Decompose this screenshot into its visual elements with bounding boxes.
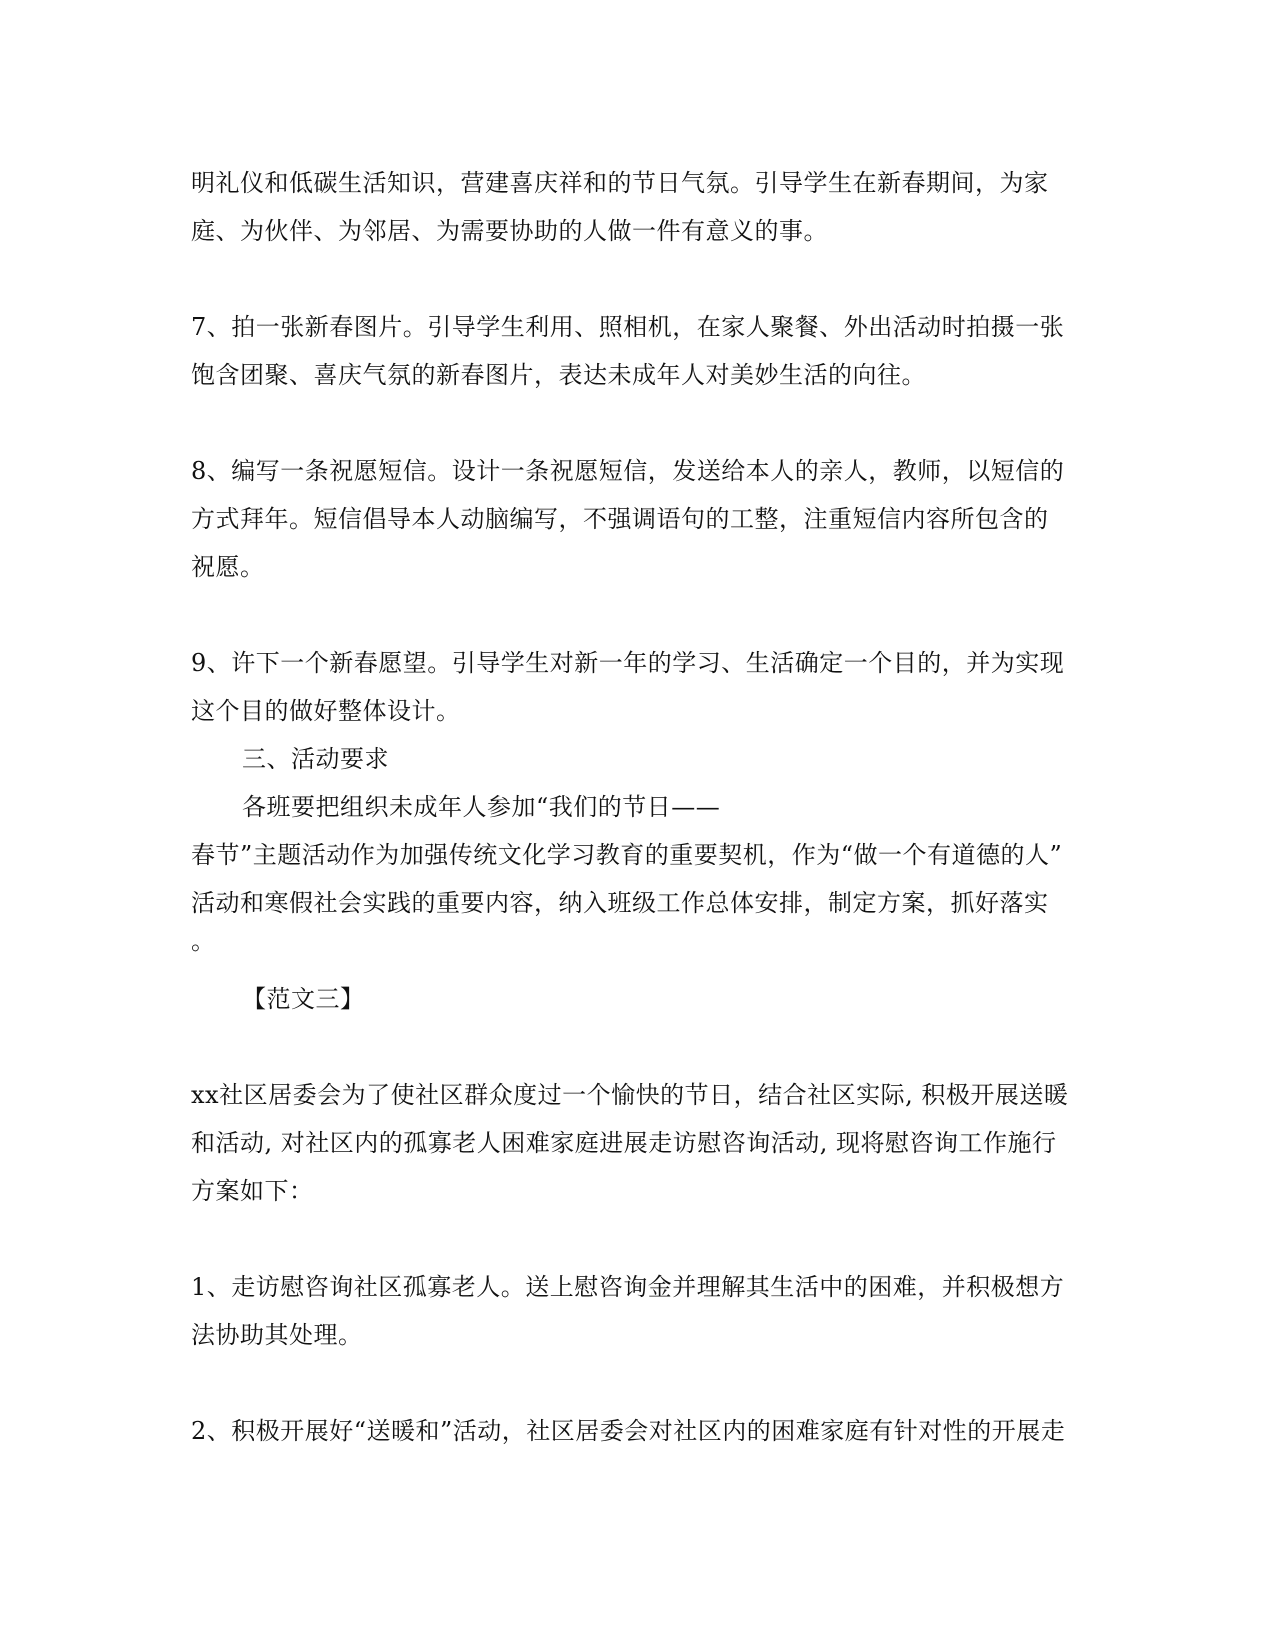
section-heading: 三、活动要求 [242, 745, 389, 773]
paragraph-line: 方式拜年。短信倡导本人动脑编写，不强调语句的工整，注重短信内容所包含的 [191, 505, 1049, 533]
paragraph-line: 8、编写一条祝愿短信。设计一条祝愿短信，发送给本人的亲人，教师，以短信的 [191, 457, 1065, 485]
paragraph-line: 春节”主题活动作为加强传统文化学习教育的重要契机，作为“做一个有道德的人” [191, 841, 1063, 869]
paragraph-line: 庭、为伙伴、为邻居、为需要协助的人做一件有意义的事。 [191, 217, 828, 245]
paragraph-line: 和活动, 对社区内的孤寡老人困难家庭进展走访慰咨询活动, 现将慰咨询工作施行 [191, 1129, 1057, 1157]
paragraph-line: 饱含团聚、喜庆气氛的新春图片，表达未成年人对美妙生活的向往。 [191, 361, 926, 389]
sample-heading: 【范文三】 [242, 985, 365, 1013]
paragraph-line: 7、拍一张新春图片。引导学生利用、照相机，在家人聚餐、外出活动时拍摄一张 [191, 313, 1065, 341]
paragraph-line: 。 [191, 927, 216, 955]
paragraph-line: 祝愿。 [191, 553, 265, 581]
paragraph-line: 这个目的做好整体设计。 [191, 697, 461, 725]
paragraph-line: 9、许下一个新春愿望。引导学生对新一年的学习、生活确定一个目的，并为实现 [191, 649, 1065, 677]
paragraph-line: 各班要把组织未成年人参加“我们的节日—— [242, 793, 721, 821]
paragraph-line: 法协助其处理。 [191, 1321, 363, 1349]
paragraph-line: 明礼仪和低碳生活知识，营建喜庆祥和的节日气氛。引导学生在新春期间，为家 [191, 169, 1049, 197]
paragraph-line: xx社区居委会为了使社区群众度过一个愉快的节日，结合社区实际, 积极开展送暖 [191, 1081, 1069, 1109]
paragraph-line: 活动和寒假社会实践的重要内容，纳入班级工作总体安排，制定方案，抓好落实 [191, 889, 1049, 917]
paragraph-line: 1、走访慰咨询社区孤寡老人。送上慰咨询金并理解其生活中的困难，并积极想方 [191, 1273, 1065, 1301]
paragraph-line: 2、积极开展好“送暖和”活动，社区居委会对社区内的困难家庭有针对性的开展走 [191, 1417, 1066, 1445]
paragraph-line: 方案如下： [191, 1177, 314, 1205]
